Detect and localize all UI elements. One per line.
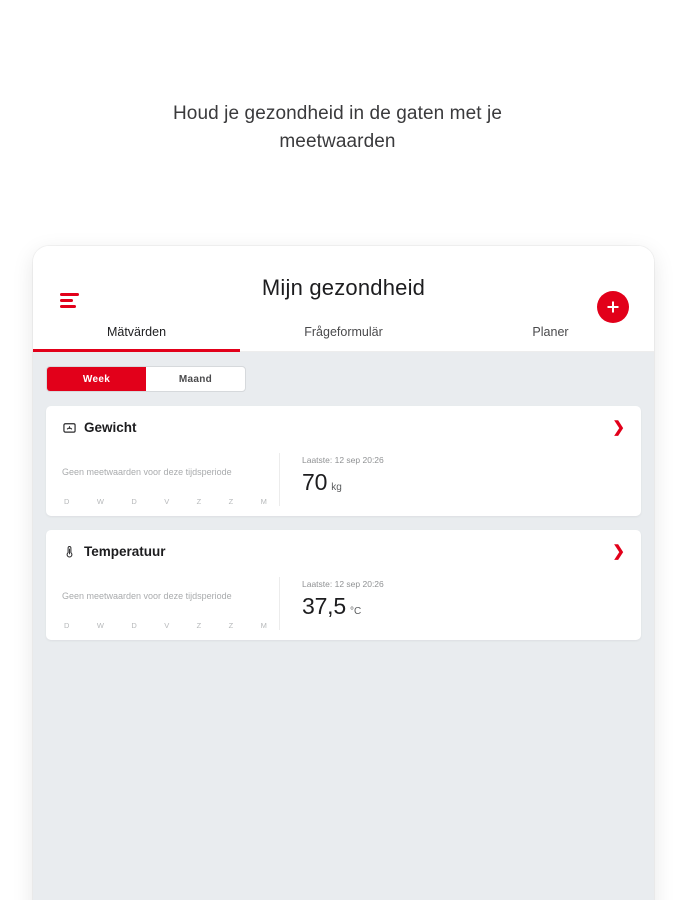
empty-state-text: Geen meetwaarden voor deze tijdsperiode — [62, 591, 232, 601]
value-unit: kg — [331, 482, 342, 493]
day-label: D — [131, 497, 137, 506]
day-label: D — [131, 621, 137, 630]
tab-matvarden[interactable]: Mätvärden — [33, 318, 240, 351]
segment-maand[interactable]: Maand — [178, 373, 213, 385]
chart-column — [62, 577, 280, 630]
day-label: Z — [228, 621, 234, 630]
day-axis — [62, 497, 269, 506]
last-measurement-label: Laatste: 12 sep 20:26 — [302, 579, 384, 589]
day-label: V — [164, 621, 170, 630]
value-line — [302, 593, 384, 620]
day-label: M — [260, 497, 267, 506]
empty-state-text: Geen meetwaarden voor deze tijdsperiode — [62, 467, 232, 477]
phone-mockup — [33, 246, 654, 900]
day-label: M — [260, 621, 267, 630]
card-body — [62, 453, 625, 506]
promo-line-2: meetwaarden — [279, 131, 396, 152]
day-label: Z — [196, 621, 202, 630]
value-number: 70 — [302, 469, 328, 495]
tab-frageformular[interactable]: Frågeformulär — [304, 325, 383, 339]
day-label: V — [164, 497, 170, 506]
day-axis — [62, 621, 269, 630]
segment-week[interactable]: Week — [47, 367, 146, 391]
plus-icon — [606, 300, 620, 314]
day-label: Z — [228, 497, 234, 506]
last-measurement-label: Laatste: 12 sep 20:26 — [302, 455, 384, 465]
card-title: Gewicht — [84, 420, 137, 435]
value-unit: °C — [349, 606, 362, 617]
latest-value-column — [280, 577, 384, 620]
tab-planer[interactable]: Planer — [532, 325, 569, 339]
thermometer-icon — [62, 544, 76, 559]
scale-icon — [62, 420, 76, 435]
tab-bar — [33, 318, 654, 352]
value-number: 37,5 — [302, 593, 346, 619]
card-header — [62, 544, 625, 559]
chart-column — [62, 453, 280, 506]
content-area — [33, 352, 654, 900]
chevron-right-icon[interactable]: ❯ — [612, 543, 625, 560]
day-label: W — [96, 621, 104, 630]
day-label: D — [64, 621, 70, 630]
chevron-right-icon[interactable]: ❯ — [612, 419, 625, 436]
card-header — [62, 420, 625, 435]
promo-headline — [0, 100, 675, 156]
latest-value-column — [280, 453, 384, 496]
measurement-card-temperature[interactable] — [46, 530, 641, 640]
period-segmented-control — [46, 366, 246, 392]
day-label: Z — [196, 497, 202, 506]
app-bar — [33, 246, 654, 318]
measurement-card-weight[interactable] — [46, 406, 641, 516]
day-label: D — [64, 497, 70, 506]
day-label: W — [96, 497, 104, 506]
hamburger-icon[interactable] — [60, 293, 82, 309]
value-line — [302, 469, 384, 496]
card-title: Temperatuur — [84, 544, 166, 559]
card-body — [62, 577, 625, 630]
page-title: Mijn gezondheid — [261, 275, 426, 300]
promo-line-1: Houd je gezondheid in de gaten met je — [172, 103, 503, 124]
